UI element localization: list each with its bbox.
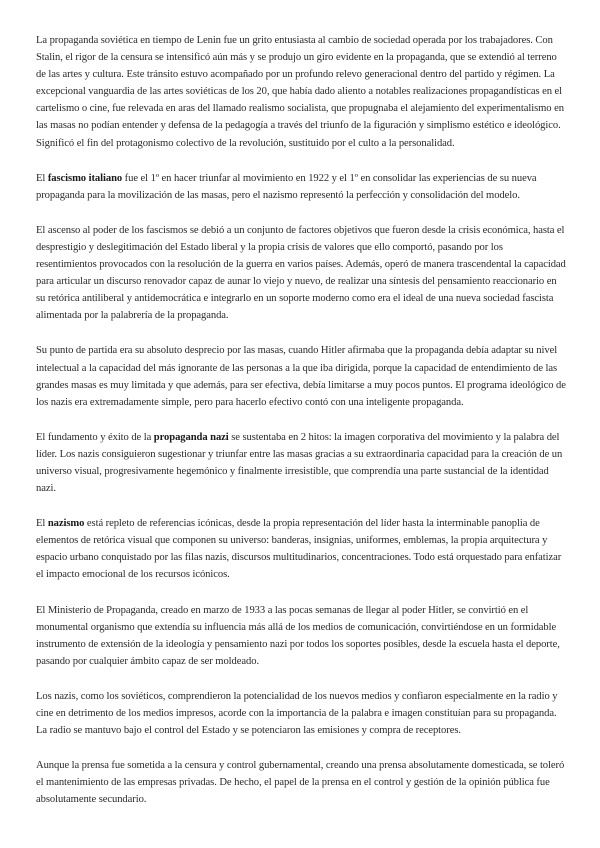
paragraph-italian-fascism: [36, 170, 566, 204]
document-body: [36, 32, 566, 826]
paragraph-text: El ascenso al poder de los fascismos se debió a un conjunto de factores objetivos que fueron desde la crisis económica, hasta el desprestigio y deslegitimación del Estado liberal y la propia crisis de valores que ello comportó, pasando por los resentimientos provocados con la resolución de la guerra en varios países. Además, operó de manera trascendental la capacidad para articular un discurso renovador capaz de aunar lo viejo y nuevo, de realizar una síntesis del pensamiento reaccionario en su retórica antiliberal y antidemocrática e integrarlo en un soporte moderno como era el ideal de una nueva sociedad fascista alimentada por la palabrería de la propaganda.: [36, 224, 566, 322]
paragraph-text: El Ministerio de Propaganda, creado en marzo de 1933 a las pocas semanas de llegar al poder Hitler, se convirtió en el monumental organismo que extendía su influencia más allá de los medios de comunicación, convirtiéndose en un formidable instrumento de extensión de la ideología y pensamiento nazi por todos los soportes posibles, desde la escuela hasta el deporte, pasando por cualquier ámbito capaz de ser moldeado.: [36, 604, 560, 667]
paragraph-press-censorship: [36, 757, 566, 808]
paragraph-radio-cinema: [36, 688, 566, 739]
paragraph-soviet-propaganda: [36, 32, 566, 152]
paragraph-text: está repleto de referencias icónicas, desde la propia representación del líder hasta la interminable panoplia de elementos de retórica visual que componen su universo: banderas, insignias, uniformes, emblemas, la propia arquitectura y espacio urbano conquistado por las filas nazis, discursos multitudinarios, concentraciones. Todo está orquestado para enfatizar el impacto emocional de los recursos icónicos.: [36, 518, 562, 581]
paragraph-text: El: [36, 518, 48, 530]
paragraph-text: se sustentaba en 2 hitos: la imagen corporativa del movimiento y la palabra del líder. Los nazis consiguieron sugestionar y triunfar entre las masas gracias a su extraordinaria capacidad para la creación de un universo visual, progresivamente hegemónico y finalmente irresistible, que comprendía una parte sustancial de la identidad nazi.: [36, 431, 563, 495]
bold-term-fascismo-italiano: fascismo italiano: [47, 172, 123, 184]
paragraph-hitler-masses: [36, 342, 566, 410]
paragraph-nazism-icons: [36, 515, 566, 583]
paragraph-text: fue el 1º en hacer triunfar al movimiento en 1922 y el 1º en consolidar las experiencias de su nueva propaganda para la movilización de las masas, pero el nazismo representó la perfección y consolidación del modelo.: [36, 172, 537, 201]
paragraph-ministry-propaganda: [36, 602, 566, 670]
bold-term-nazismo: nazismo: [47, 518, 85, 530]
paragraph-text: Los nazis, como los soviéticos, comprendieron la potencialidad de los nuevos medios y confiaron especialmente en la radio y cine en detrimento de los medios impresos, acorde con la importancia de la palabra e imagen constituían para su propaganda. La radio se mantuvo bajo el control del Estado y se potenciaron las emisiones y compra de receptores.: [36, 690, 558, 737]
paragraph-text: La propaganda soviética en tiempo de Lenin fue un grito entusiasta al cambio de sociedad operada por los trabajadores. Con Stalin, el rigor de la censura se intensificó aún más y se produjo un giro evidente en la propaganda, que se extendió al terreno de las artes y cultura. Este tránsito estuvo acompañado por un profundo relevo generacional dentro del partido y régimen. La excepcional vanguardia de las artes soviéticas de los 20, que había dado aliento a notables realizaciones propagandísticas en el cartelismo o cine, fue relevada en aras del llamado realismo socialista, que propugnaba el alejamiento del experimentalismo en las masas no podían entender y defensa de la pedagogía a través del triunfo de la figuración y simplismo estético e ideológico. Significó el fin del protagonismo colectivo de la revolución, sustituido por el culto a la personalidad.: [36, 35, 564, 149]
bold-term-propaganda-nazi: propaganda nazi: [153, 431, 229, 443]
paragraph-nazi-propaganda: [36, 429, 566, 497]
paragraph-rise-of-fascism: [36, 222, 566, 325]
paragraph-text: Aunque la prensa fue sometida a la censura y control gubernamental, creando una prensa absolutamente domesticada, se toleró el mantenimiento de las empresas privadas. De hecho, el papel de la prensa en el control y gestión de la opinión pública fue absolutamente secundario.: [36, 760, 565, 806]
paragraph-text: Su punto de partida era su absoluto desprecio por las masas, cuando Hitler afirmaba que la propaganda debía adaptar su nivel intelectual a la capacidad del más ignorante de las personas a la que iba dirigida, porque la capacidad de entendimiento de las grandes masas es muy limitada y que además, para ser efectiva, debía limitarse a muy pocos puntos. El programa ideológico de los nazis era extremadamente simple, pero para hacerlo efectivo contó con una inteligente propaganda.: [36, 345, 566, 408]
paragraph-text: El fundamento y éxito de la: [36, 431, 154, 443]
paragraph-text: El: [36, 172, 48, 184]
